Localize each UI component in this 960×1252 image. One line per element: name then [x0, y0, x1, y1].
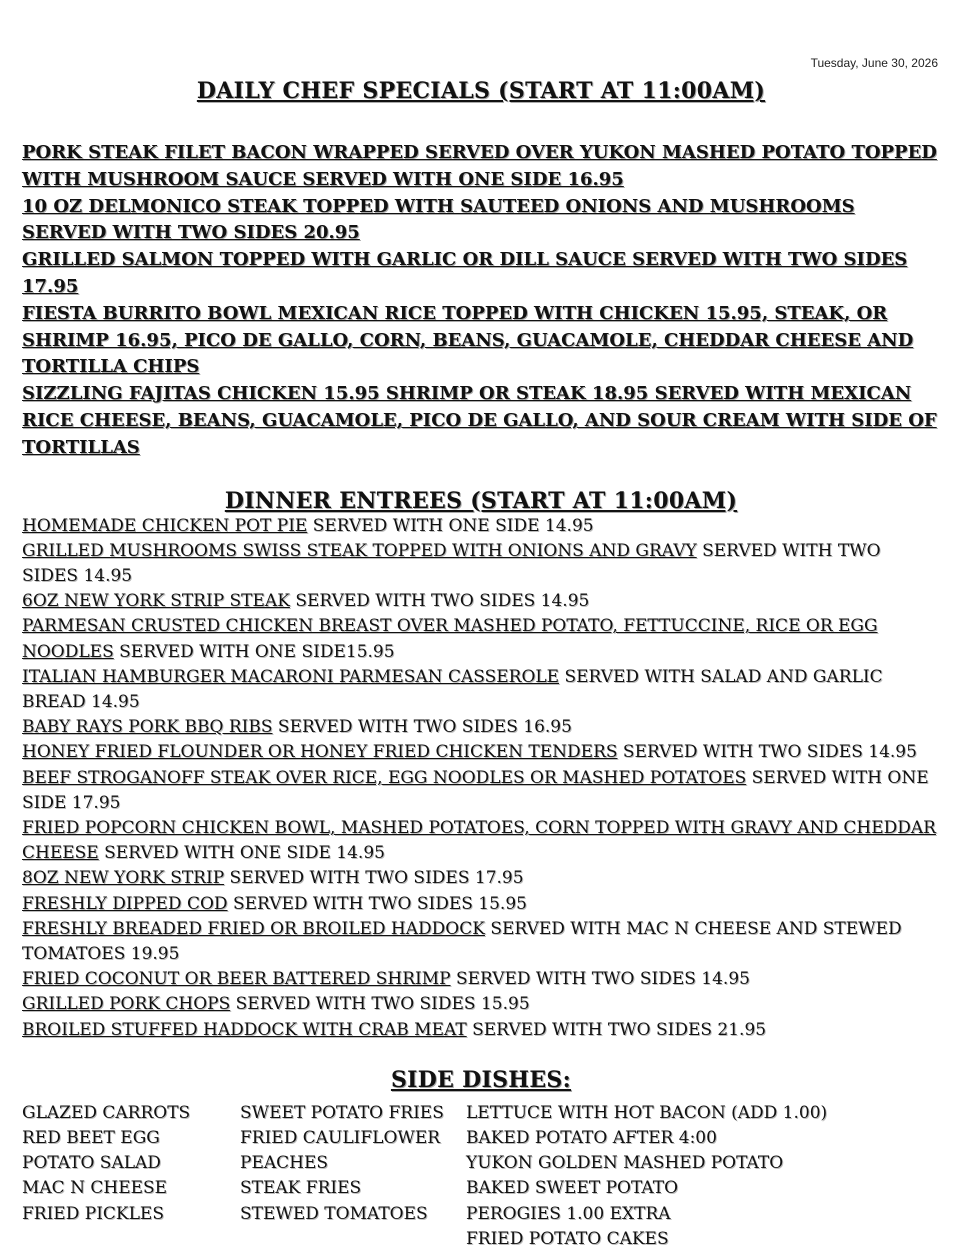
- special-item: GRILLED SALMON TOPPED WITH GARLIC OR DILL SAUCE SERVED WITH TWO SIDES 17.95: [22, 249, 908, 297]
- entree-detail: SERVED WITH TWO SIDES 15.95: [230, 994, 530, 1015]
- entree-name: FRIED COCONUT OR BEER BATTERED SHRIMP: [22, 969, 451, 990]
- sides-table: [22, 1101, 940, 1252]
- entree-detail: SERVED WITH SALAD AND GARLIC BREAD 14.95: [22, 666, 883, 712]
- entree-name: GRILLED PORK CHOPS: [22, 994, 231, 1015]
- entree-detail: SERVED WITH TWO SIDES 21.95: [466, 1019, 767, 1040]
- sides-column: [466, 1101, 940, 1252]
- entree-detail: SERVED WITH ONE SIDE15.95: [113, 641, 395, 662]
- specials-heading: DAILY CHEF SPECIALS (START AT 11:00AM): [196, 78, 766, 104]
- entree-detail: SERVED WITH TWO SIDES 15.95: [227, 893, 527, 914]
- side-item: POTATO SALAD: [22, 1153, 161, 1174]
- entree-item: [22, 589, 940, 614]
- side-item: FRIED PICKLES: [22, 1203, 164, 1224]
- entree-item: [22, 740, 940, 765]
- entree-name: FRIED POPCORN CHICKEN BOWL, MASHED POTATOES, CORN TOPPED WITH GRAVY AND CHEDDAR CHEESE: [22, 818, 936, 864]
- entree-item: [22, 967, 940, 992]
- side-item: BAKED SWEET POTATO: [466, 1178, 679, 1199]
- side-item: MAC N CHEESE: [22, 1178, 168, 1199]
- entree-name: 8OZ NEW YORK STRIP: [22, 868, 225, 889]
- entrees-heading: DINNER ENTREES (START AT 11:00AM): [224, 487, 738, 514]
- special-item: SIZZLING FAJITAS CHICKEN 15.95 SHRIMP OR STEAK 18.95 SERVED WITH MEXICAN RICE CHEESE, BEANS, GUACAMOLE, PICO DE GALLO, AND SOUR CREAM WITH SIDE OF TORTILLAS: [22, 383, 937, 458]
- entree-detail: SERVED WITH TWO SIDES 14.95: [617, 742, 917, 763]
- entree-name: BROILED STUFFED HADDOCK WITH CRAB MEAT: [22, 1019, 467, 1040]
- entree-detail: SERVED WITH ONE SIDE 14.95: [98, 843, 385, 864]
- specials-list: [22, 140, 940, 462]
- sides-column: [22, 1101, 240, 1252]
- entree-item: [22, 665, 940, 715]
- sides-column: [240, 1101, 466, 1252]
- sides-heading: SIDE DISHES:: [390, 1066, 572, 1093]
- entree-name: FRESHLY DIPPED COD: [22, 893, 228, 914]
- entree-detail: SERVED WITH TWO SIDES 17.95: [224, 868, 524, 889]
- entree-detail: SERVED WITH MAC N CHEESE AND STEWED TOMATOES 19.95: [22, 918, 902, 965]
- special-item: 10 OZ DELMONICO STEAK TOPPED WITH SAUTEED ONIONS AND MUSHROOMS SERVED WITH TWO SIDES 20.95: [22, 195, 855, 244]
- special-item: PORK STEAK FILET BACON WRAPPED SERVED OVER YUKON MASHED POTATO TOPPED WITH MUSHROOM SAUCE SERVED WITH ONE SIDE 16.95: [22, 142, 937, 190]
- side-item: FRIED POTATO CAKES: [466, 1228, 669, 1249]
- entree-item: [22, 766, 940, 816]
- entree-detail: SERVED WITH TWO SIDES 16.95: [272, 717, 572, 738]
- entree-name: PARMESAN CRUSTED CHICKEN BREAST OVER MASHED POTATO, FETTUCCINE, RICE OR EGG NOODLES: [22, 616, 878, 662]
- side-item: STEWED TOMATOES: [240, 1203, 428, 1224]
- side-item: GLAZED CARROTS: [22, 1102, 191, 1123]
- side-item: LETTUCE WITH HOT BACON (ADD 1.00): [466, 1102, 828, 1123]
- side-item: SWEET POTATO FRIES: [240, 1102, 444, 1123]
- entree-item: [22, 614, 940, 664]
- side-item: FRIED CAULIFLOWER: [240, 1128, 441, 1149]
- entree-item: [22, 992, 940, 1017]
- entree-item: [22, 892, 940, 917]
- entree-name: GRILLED MUSHROOMS SWISS STEAK TOPPED WITH ONIONS AND GRAVY: [22, 540, 697, 561]
- entree-name: BEEF STROGANOFF STEAK OVER RICE, EGG NOODLES OR MASHED POTATOES: [22, 767, 747, 788]
- entree-item: [22, 539, 940, 589]
- side-item: YUKON GOLDEN MASHED POTATO: [466, 1153, 784, 1174]
- entree-item: [22, 866, 940, 891]
- menu-document: [22, 78, 940, 1252]
- entree-name: HONEY FRIED FLOUNDER OR HONEY FRIED CHICKEN TENDERS: [22, 742, 618, 763]
- entree-item: [22, 816, 940, 866]
- entree-detail: SERVED WITH TWO SIDES 14.95: [289, 591, 590, 612]
- entree-item: [22, 715, 940, 740]
- entree-detail: SERVED WITH ONE SIDE 17.95: [22, 767, 929, 813]
- entree-detail: SERVED WITH TWO SIDES 14.95: [450, 969, 750, 990]
- entree-name: 6OZ NEW YORK STRIP STEAK: [22, 591, 290, 612]
- entree-detail: SERVED WITH ONE SIDE 14.95: [307, 515, 594, 536]
- print-date: Tuesday, June 30, 2026: [810, 56, 938, 70]
- side-item: PEACHES: [240, 1153, 329, 1174]
- entrees-list: [22, 514, 940, 1043]
- entree-item: [22, 514, 940, 539]
- entree-detail: SERVED WITH TWO SIDES 14.95: [22, 540, 881, 586]
- entree-name: FRESHLY BREADED FRIED OR BROILED HADDOCK: [22, 918, 485, 939]
- side-item: STEAK FRIES: [240, 1178, 362, 1199]
- entree-name: BABY RAYS PORK BBQ RIBS: [22, 717, 273, 738]
- entree-item: [22, 917, 940, 967]
- side-item: RED BEET EGG: [22, 1128, 160, 1149]
- entree-name: ITALIAN HAMBURGER MACARONI PARMESAN CASSEROLE: [22, 666, 560, 687]
- special-item: FIESTA BURRITO BOWL MEXICAN RICE TOPPED WITH CHICKEN 15.95, STEAK, OR SHRIMP 16.95, PICO DE GALLO, CORN, BEANS, GUACAMOLE, CHEDDAR CHEESE AND TORTILLA CHIPS: [22, 302, 914, 378]
- side-item: BAKED POTATO AFTER 4:00: [466, 1128, 717, 1149]
- entree-name: HOMEMADE CHICKEN POT PIE: [22, 515, 308, 536]
- entree-item: [22, 1018, 940, 1043]
- side-item: PEROGIES 1.00 EXTRA: [466, 1203, 671, 1224]
